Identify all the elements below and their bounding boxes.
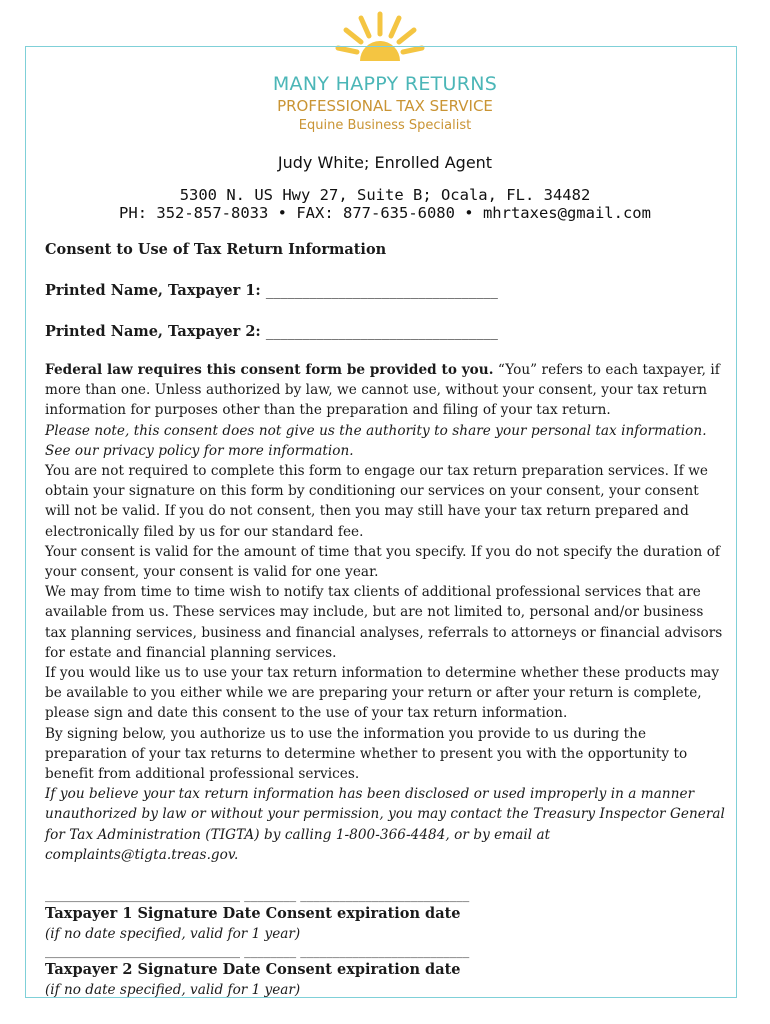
taxpayer2-signature-label: Taxpayer 2 Signature Date Consent expiration date: [45, 961, 461, 979]
brand-name: MANY HAPPY RETURNS: [272, 73, 498, 95]
taxpayer1-expiration-note: (if no date specified, valid for 1 year): [45, 926, 301, 943]
intro-paragraph: [45, 360, 725, 421]
taxpayer1-name-field[interactable]: [45, 281, 725, 301]
taxpayer2-name-label: Printed Name, Taxpayer 2:: [45, 323, 261, 340]
taxpayer2-name-line[interactable]: ________________________________: [265, 324, 498, 340]
taxpayer2-name-field[interactable]: [45, 322, 725, 342]
taxpayer1-name-line[interactable]: ________________________________: [265, 283, 498, 299]
brand-tagline: Equine Business Specialist: [298, 118, 472, 133]
taxpayer2-expiration-note: (if no date specified, valid for 1 year): [45, 982, 301, 999]
paragraph-not-required: You are not required to complete this form to engage our tax return preparation services. If we obtain your signature on this form by conditioning our services on your consent, your consent will not be valid. If you do not consent, then you may still have your tax return prepared and electronically filed by us for our standard fee.: [45, 463, 709, 540]
taxpayer2-signature-line[interactable]: ______________________________ ________ __________________________: [45, 944, 470, 960]
consent-form: [45, 240, 725, 1000]
taxpayer1-signature-block: [45, 888, 725, 944]
brand-subtitle: PROFESSIONAL TAX SERVICE: [277, 97, 493, 115]
taxpayer1-signature-label: Taxpayer 1 Signature Date Consent expiration date: [45, 905, 461, 923]
paragraph-notify: We may from time to time wish to notify tax clients of additional professional services that are available from us. These services may include, but are not limited to, personal and/or business tax planning services, business and financial analyses, referrals to attorneys or financial advisors for estate and financial planning services.: [45, 584, 723, 661]
paragraph-duration: Your consent is valid for the amount of time that you specify. If you do not specify the duration of your consent, your consent is valid for one year.: [45, 543, 721, 581]
paragraph-authorize: By signing below, you authorize us to use the information you provide to us during the preparation of your tax returns to determine whether to present you with the opportunity to benefit from additional professional services.: [45, 725, 688, 783]
intro-bold: Federal law requires this consent form be provided to you.: [45, 362, 494, 378]
paragraph-tigta: If you believe your tax return information has been disclosed or used improperly in a manner unauthorized by law or without your permission, you may contact the Treasury Inspector General for Tax Administration (TIGTA) by calling 1-800-366-4484, or by email at complaints@tigta.treas.gov.: [45, 786, 725, 863]
taxpayer1-name-label: Printed Name, Taxpayer 1:: [45, 282, 261, 299]
taxpayer1-signature-line[interactable]: ______________________________ ________ __________________________: [45, 888, 470, 904]
office-address: 5300 N. US Hwy 27, Suite B; Ocala, FL. 34482: [179, 186, 591, 204]
consent-body: [45, 360, 725, 865]
privacy-note: Please note, this consent does not give us the authority to share your personal tax information. See our privacy policy for more information.: [45, 422, 707, 459]
intro-rest: “You” refers to each taxpayer, if more than one. Unless authorized by law, we cannot use, without your consent, your tax return information for purposes other than the preparation and filing of your tax return.: [45, 362, 720, 419]
agent-name: Judy White; Enrolled Agent: [277, 153, 493, 172]
taxpayer2-signature-block: [45, 944, 725, 1000]
contact-info: PH: 352-857-8033 • FAX: 877-635-6080 • mhrtaxes@gmail.com: [119, 204, 651, 222]
form-title: Consent to Use of Tax Return Information: [45, 241, 387, 258]
paragraph-sign: If you would like us to use your tax return information to determine whether these products may be available to you either while we are preparing your return or after your return is complete, please sign and date this consent to the use of your tax return information.: [45, 665, 720, 722]
